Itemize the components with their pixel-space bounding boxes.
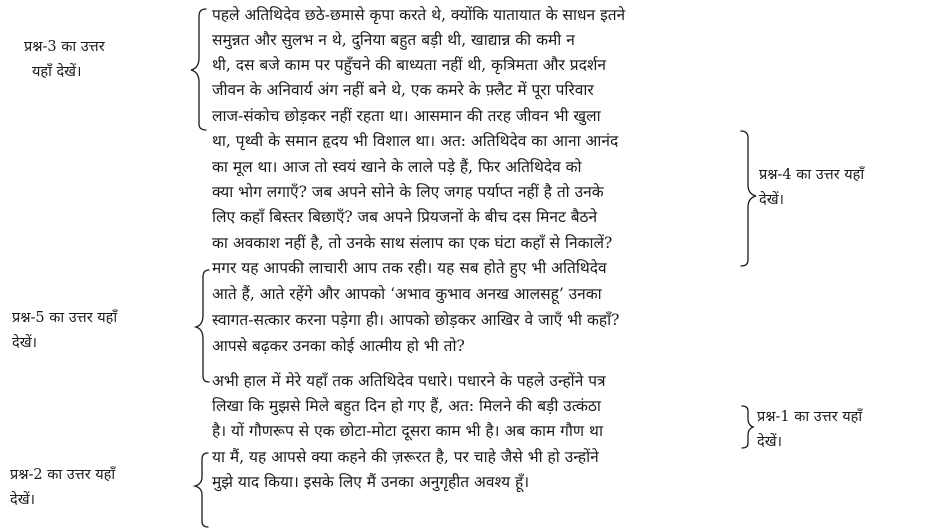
passage-line: अभी हाल में मेरे यहाँ तक अतिथिदेव पधारे। पधारने के पहले उन्होंने पत्र [212, 372, 606, 390]
side-label-q3-line1: प्रश्न-3 का उत्तर [24, 39, 105, 55]
side-label-q2-line1: प्रश्न-2 का उत्तर यहाँ [10, 467, 116, 483]
brace-q5 [196, 270, 209, 382]
side-label-q4-line1: प्रश्न-4 का उत्तर यहाँ [759, 167, 865, 183]
passage-line: आते हैं, आते रहेंगे और आपको ‘अभाव कुभाव अनख आलसहू’ उनका [212, 285, 602, 303]
side-label-q4-line2: देखें। [759, 192, 785, 208]
passage-line: का अवकाश नहीं है, तो उनके साथ संलाप का एक घंटा कहाँ से निकालें? [212, 234, 613, 252]
side-label-q1-line1: प्रश्न-1 का उत्तर यहाँ [757, 409, 863, 425]
passage-line: क्या भोग लगाएँ? जब अपने सोने के लिए जगह पर्याप्त नहीं है तो उनके [212, 183, 604, 201]
brace-q3 [191, 9, 206, 130]
passage-line: आपसे बढ़कर उनका कोई आत्मीय हो भी तो? [212, 337, 465, 355]
side-label-q4 [759, 163, 864, 213]
passage-line: स्वागत-सत्कार करना पड़ेगा ही। आपको छोड़कर आखिर वे जाएँ भी कहाँ? [212, 311, 620, 329]
passage-line: पहले अतिथिदेव छठे-छमासे कृपा करते थे, क्योंकि यातायात के साधन इतने [212, 6, 626, 24]
passage-line: का मूल था। आज तो स्वयं खाने के लाले पड़े हैं, फिर अतिथिदेव को [212, 158, 582, 176]
passage-line: है। यों गौणरूप से एक छोटा-मोटा दूसरा काम भी है। अब काम गौण था [212, 422, 603, 440]
passage-line: मगर यह आपकी लाचारी आप तक रही। यह सब होते हुए भी अतिथिदेव [212, 259, 607, 277]
passage-line: लाज-संकोच छोड़कर नहीं रहता था। आसमान की तरह जीवन भी खुला [212, 107, 601, 125]
brace-q4 [741, 131, 756, 266]
passage-line: लिए कहाँ बिस्तर बिछाएँ? जब अपने प्रियजनों के बीच दस मिनट बैठने [212, 208, 598, 226]
brace-q1 [742, 406, 753, 448]
passage-line: या मैं, यह आपसे क्या कहने की ज़रूरत है, पर चाहे जैसे भी हो उन्होंने [212, 448, 599, 466]
passage-line: था, पृथ्वी के समान हृदय भी विशाल था। अत: अतिथिदेव का आना आनंद [212, 132, 619, 150]
passage-line: मुझे याद किया। इसके लिए मैं उनका अनुगृहीत अवश्य हूँ। [212, 473, 530, 491]
passage-line: लिखा कि मुझसे मिले बहुत दिन हो गए हैं, अत: मिलने की बड़ी उत्कंठा [212, 397, 601, 415]
side-label-q5-line2: देखें। [12, 335, 38, 351]
side-label-q2 [10, 463, 115, 513]
side-label-q1 [757, 405, 862, 455]
passage-line: जीवन के अनिवार्य अंग नहीं बने थे, एक कमरे के फ़्लैट में पूरा परिवार [212, 81, 594, 99]
side-label-q5 [12, 306, 117, 356]
side-label-q2-line2: देखें। [10, 492, 36, 508]
side-label-q3 [24, 35, 105, 85]
passage-line: थी, दस बजे काम पर पहुँचने की बाध्यता नहीं थी, कृत्रिमता और प्रदर्शन [212, 56, 606, 74]
brace-q2 [195, 453, 208, 527]
side-label-q3-line2: यहाँ देखें। [32, 64, 82, 80]
side-label-q1-line2: देखें। [757, 434, 783, 450]
side-label-q5-line1: प्रश्न-5 का उत्तर यहाँ [12, 310, 118, 326]
passage-line: समुन्नत और सुलभ न थे, दुनिया बहुत बड़ी थी, खाद्यान्न की कमी न [212, 31, 575, 49]
